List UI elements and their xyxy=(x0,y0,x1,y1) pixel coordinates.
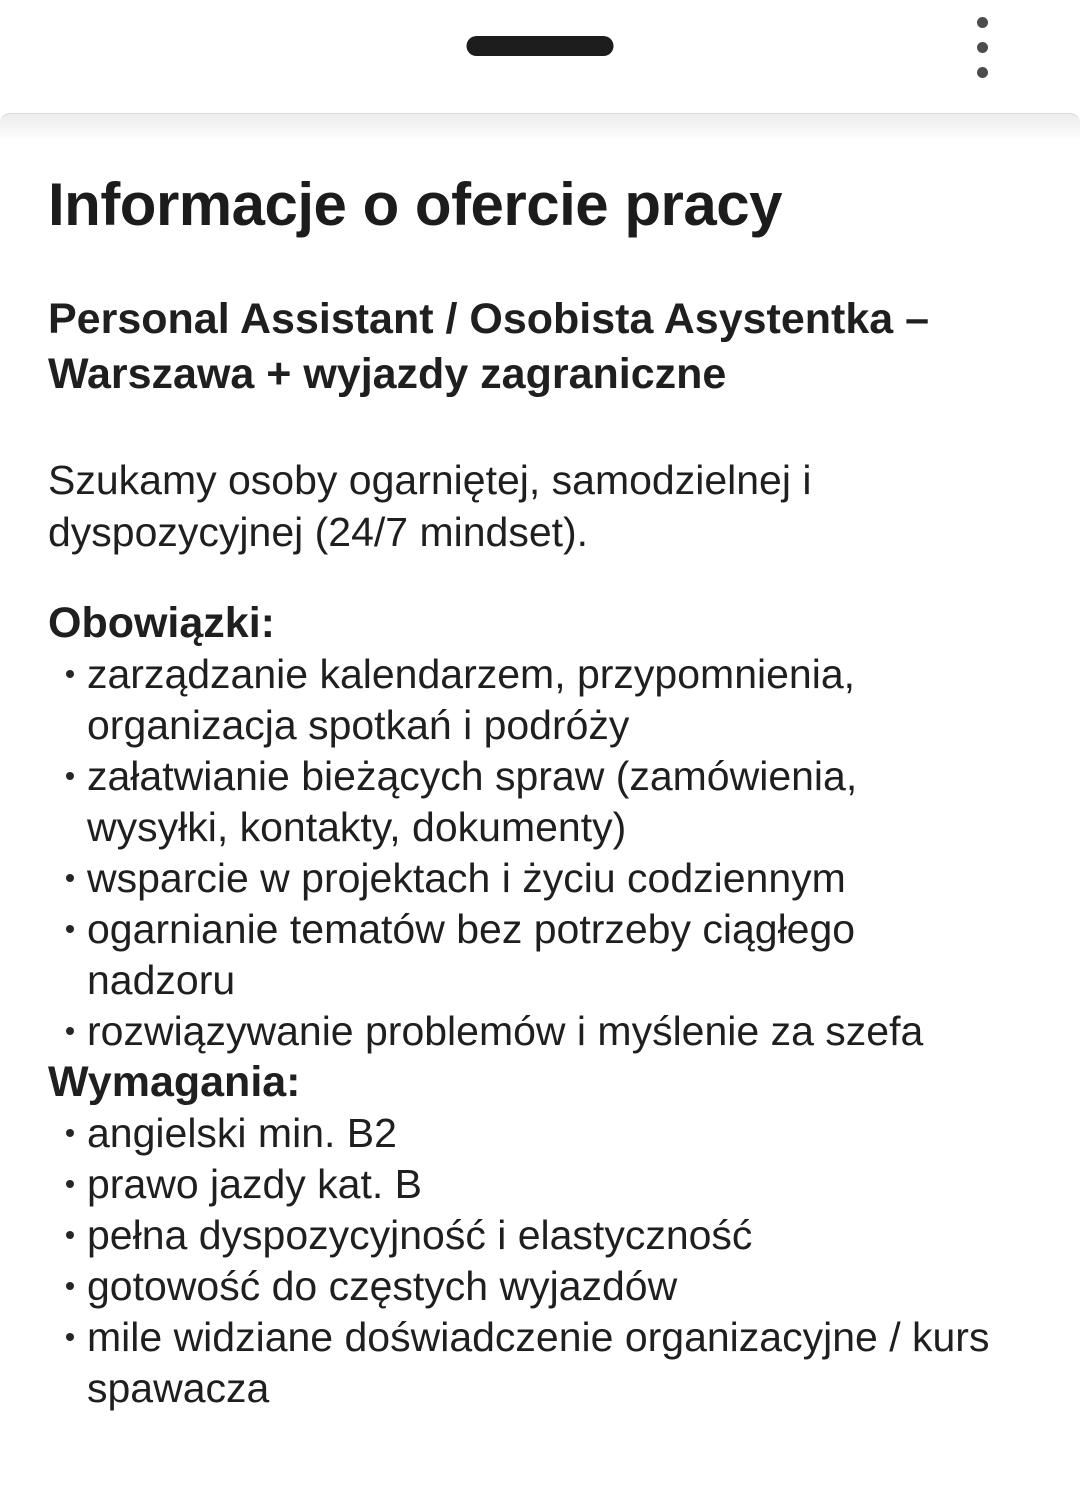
bullet-icon xyxy=(66,1282,74,1290)
intro-paragraph xyxy=(48,454,1032,558)
sheet-header xyxy=(0,0,1080,113)
page-title: Informacje o ofercie pracy xyxy=(48,171,782,238)
requirements-list xyxy=(48,1108,1032,1414)
bullet-line: nadzoru xyxy=(87,957,236,1003)
section-heading-duties: Obowiązki: xyxy=(48,599,275,647)
list-item xyxy=(48,1210,1032,1261)
job-title-line: Warszawa + wyjazdy zagraniczne xyxy=(48,350,727,398)
bullet-line: angielski min. B2 xyxy=(87,1110,397,1156)
bullet-line: prawo jazdy kat. B xyxy=(87,1161,422,1207)
bullet-icon xyxy=(66,1231,74,1239)
intro-line: Szukamy osoby ogarniętej, samodzielnej i xyxy=(48,457,812,503)
bullet-line: pełna dyspozycyjność i elastyczność xyxy=(87,1212,753,1258)
bullet-line: spawacza xyxy=(87,1365,270,1411)
bullet-line: zarządzanie kalendarzem, przypomnienia, xyxy=(87,651,856,697)
list-item xyxy=(48,751,1032,853)
bullet-line: mile widziane doświadczenie organizacyjne / kurs xyxy=(87,1314,990,1360)
bullet-icon xyxy=(66,1027,74,1035)
bullet-icon xyxy=(66,925,74,933)
intro-line: dyspozycyjnej (24/7 mindset). xyxy=(48,509,589,555)
sections xyxy=(48,598,1032,1414)
list-item xyxy=(48,904,1032,1006)
content-sheet xyxy=(0,113,1080,1485)
list-item xyxy=(48,649,1032,751)
kebab-dot-icon xyxy=(977,67,988,78)
bullet-icon xyxy=(66,1129,74,1137)
bullet-line: wysyłki, kontakty, dokumenty) xyxy=(87,804,627,850)
list-item xyxy=(48,1159,1032,1210)
bullet-line: rozwiązywanie problemów i myślenie za szefa xyxy=(87,1008,924,1054)
bullet-line: organizacja spotkań i podróży xyxy=(87,702,630,748)
drag-handle-icon[interactable] xyxy=(467,36,614,56)
kebab-dot-icon xyxy=(977,17,988,28)
kebab-dot-icon xyxy=(977,42,988,53)
bullet-icon xyxy=(66,1180,74,1188)
bullet-icon xyxy=(66,1333,74,1341)
list-item xyxy=(48,1261,1032,1312)
bullet-icon xyxy=(66,670,74,678)
bullet-icon xyxy=(66,874,74,882)
job-title xyxy=(48,292,1032,402)
list-item xyxy=(48,1006,1032,1057)
duties-list xyxy=(48,649,1032,1057)
section-heading-requirements: Wymagania: xyxy=(48,1058,301,1106)
list-item xyxy=(48,1312,1032,1414)
bullet-line: gotowość do częstych wyjazdów xyxy=(87,1263,678,1309)
job-title-line: Personal Assistant / Osobista Asystentka – xyxy=(48,295,930,343)
bullet-line: załatwianie bieżących spraw (zamówienia, xyxy=(87,753,858,799)
bullet-line: wsparcie w projektach i życiu codziennym xyxy=(87,855,846,901)
bullet-line: ogarnianie tematów bez potrzeby ciągłego xyxy=(87,906,856,952)
bullet-icon xyxy=(66,772,74,780)
list-item xyxy=(48,853,1032,904)
kebab-menu-button[interactable] xyxy=(975,15,990,80)
list-item xyxy=(48,1108,1032,1159)
